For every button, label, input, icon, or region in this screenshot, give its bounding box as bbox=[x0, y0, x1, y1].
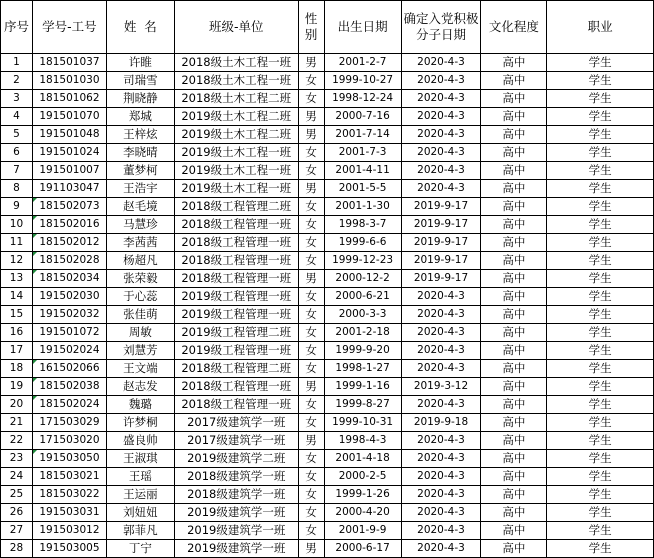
table-row bbox=[1, 342, 654, 360]
cell-birth-date: 1998-12-24 bbox=[324, 90, 401, 108]
cell-name: 于心蕊 bbox=[106, 288, 174, 306]
cell-name: 王文端 bbox=[106, 360, 174, 378]
cell-birth-date: 2001-2-18 bbox=[324, 324, 401, 342]
cell-birth-date: 2000-4-20 bbox=[324, 504, 401, 522]
table-row bbox=[1, 306, 654, 324]
cell-education: 高中 bbox=[481, 342, 547, 360]
cell-student-id: 181502073 bbox=[32, 198, 106, 216]
cell-activist-date: 2020-4-3 bbox=[401, 144, 481, 162]
cell-activist-date: 2020-4-3 bbox=[401, 288, 481, 306]
cell-index: 18 bbox=[1, 360, 33, 378]
cell-gender: 女 bbox=[298, 414, 324, 432]
table-row bbox=[1, 198, 654, 216]
table-row bbox=[1, 234, 654, 252]
cell-education: 高中 bbox=[481, 288, 547, 306]
cell-class: 2018级工程管理一班 bbox=[174, 216, 298, 234]
cell-birth-date: 2001-5-5 bbox=[324, 180, 401, 198]
cell-index: 23 bbox=[1, 450, 33, 468]
cell-index: 20 bbox=[1, 396, 33, 414]
cell-name: 王淑琪 bbox=[106, 450, 174, 468]
cell-education: 高中 bbox=[481, 360, 547, 378]
cell-birth-date: 2001-7-14 bbox=[324, 126, 401, 144]
table-row bbox=[1, 270, 654, 288]
header-student-id: 学号-工号 bbox=[32, 1, 106, 54]
cell-name: 郭菲凡 bbox=[106, 522, 174, 540]
cell-name: 董梦柯 bbox=[106, 162, 174, 180]
cell-occupation: 学生 bbox=[547, 72, 654, 90]
cell-birth-date: 1998-4-3 bbox=[324, 432, 401, 450]
cell-occupation: 学生 bbox=[547, 270, 654, 288]
cell-occupation: 学生 bbox=[547, 162, 654, 180]
cell-student-id: 171503029 bbox=[32, 414, 106, 432]
cell-name: 王运丽 bbox=[106, 486, 174, 504]
cell-class: 2019级土木工程二班 bbox=[174, 108, 298, 126]
cell-class: 2018级工程管理一班 bbox=[174, 234, 298, 252]
cell-gender: 男 bbox=[298, 432, 324, 450]
cell-education: 高中 bbox=[481, 108, 547, 126]
cell-class: 2019级工程管理一班 bbox=[174, 342, 298, 360]
cell-education: 高中 bbox=[481, 324, 547, 342]
cell-activist-date: 2020-4-3 bbox=[401, 90, 481, 108]
cell-student-id: 181503022 bbox=[32, 486, 106, 504]
cell-class: 2018级土木工程一班 bbox=[174, 54, 298, 72]
cell-class: 2019级建筑学二班 bbox=[174, 450, 298, 468]
header-name: 姓 名 bbox=[106, 1, 174, 54]
cell-name: 张佳萌 bbox=[106, 306, 174, 324]
cell-student-id: 191503012 bbox=[32, 522, 106, 540]
cell-gender: 女 bbox=[298, 360, 324, 378]
cell-student-id: 191501048 bbox=[32, 126, 106, 144]
cell-birth-date: 1999-10-31 bbox=[324, 414, 401, 432]
cell-activist-date: 2020-4-3 bbox=[401, 468, 481, 486]
cell-occupation: 学生 bbox=[547, 414, 654, 432]
table-row bbox=[1, 252, 654, 270]
cell-education: 高中 bbox=[481, 450, 547, 468]
table-row bbox=[1, 108, 654, 126]
table-row bbox=[1, 90, 654, 108]
table-row bbox=[1, 486, 654, 504]
cell-activist-date: 2020-4-3 bbox=[401, 360, 481, 378]
table-row bbox=[1, 504, 654, 522]
cell-occupation: 学生 bbox=[547, 234, 654, 252]
cell-education: 高中 bbox=[481, 216, 547, 234]
cell-gender: 女 bbox=[298, 216, 324, 234]
cell-name: 杨超凡 bbox=[106, 252, 174, 270]
cell-activist-date: 2020-4-3 bbox=[401, 450, 481, 468]
cell-index: 22 bbox=[1, 432, 33, 450]
cell-birth-date: 1999-1-26 bbox=[324, 486, 401, 504]
table-row bbox=[1, 126, 654, 144]
cell-index: 7 bbox=[1, 162, 33, 180]
cell-gender: 男 bbox=[298, 378, 324, 396]
cell-student-id: 191103047 bbox=[32, 180, 106, 198]
cell-student-id: 191501024 bbox=[32, 144, 106, 162]
cell-class: 2017级建筑学一班 bbox=[174, 414, 298, 432]
cell-index: 28 bbox=[1, 540, 33, 558]
cell-name: 王浩宇 bbox=[106, 180, 174, 198]
cell-education: 高中 bbox=[481, 198, 547, 216]
cell-birth-date: 2001-1-30 bbox=[324, 198, 401, 216]
cell-index: 17 bbox=[1, 342, 33, 360]
cell-occupation: 学生 bbox=[547, 198, 654, 216]
cell-activist-date: 2020-4-3 bbox=[401, 162, 481, 180]
cell-index: 1 bbox=[1, 54, 33, 72]
cell-name: 赵毛境 bbox=[106, 198, 174, 216]
cell-student-id: 171503020 bbox=[32, 432, 106, 450]
cell-class: 2018级土木工程一班 bbox=[174, 72, 298, 90]
cell-occupation: 学生 bbox=[547, 90, 654, 108]
cell-education: 高中 bbox=[481, 270, 547, 288]
cell-index: 10 bbox=[1, 216, 33, 234]
table-row bbox=[1, 288, 654, 306]
cell-name: 周敏 bbox=[106, 324, 174, 342]
cell-activist-date: 2020-4-3 bbox=[401, 504, 481, 522]
cell-occupation: 学生 bbox=[547, 288, 654, 306]
cell-name: 盛良帅 bbox=[106, 432, 174, 450]
table-row bbox=[1, 216, 654, 234]
cell-student-id: 181502028 bbox=[32, 252, 106, 270]
cell-activist-date: 2019-9-18 bbox=[401, 414, 481, 432]
cell-education: 高中 bbox=[481, 144, 547, 162]
table-row bbox=[1, 522, 654, 540]
header-index: 序号 bbox=[1, 1, 33, 54]
cell-education: 高中 bbox=[481, 54, 547, 72]
cell-education: 高中 bbox=[481, 486, 547, 504]
cell-class: 2018级工程管理二班 bbox=[174, 198, 298, 216]
table-row bbox=[1, 450, 654, 468]
cell-class: 2018级工程管理一班 bbox=[174, 378, 298, 396]
cell-occupation: 学生 bbox=[547, 468, 654, 486]
table-row bbox=[1, 378, 654, 396]
header-occupation: 职业 bbox=[547, 1, 654, 54]
cell-index: 25 bbox=[1, 486, 33, 504]
cell-gender: 男 bbox=[298, 270, 324, 288]
cell-index: 14 bbox=[1, 288, 33, 306]
cell-activist-date: 2020-4-3 bbox=[401, 396, 481, 414]
cell-education: 高中 bbox=[481, 504, 547, 522]
cell-student-id: 181503021 bbox=[32, 468, 106, 486]
cell-index: 11 bbox=[1, 234, 33, 252]
cell-occupation: 学生 bbox=[547, 450, 654, 468]
cell-birth-date: 2001-4-11 bbox=[324, 162, 401, 180]
cell-name: 许梦桐 bbox=[106, 414, 174, 432]
cell-name: 李茜茜 bbox=[106, 234, 174, 252]
cell-gender: 女 bbox=[298, 486, 324, 504]
cell-occupation: 学生 bbox=[547, 504, 654, 522]
cell-index: 27 bbox=[1, 522, 33, 540]
cell-student-id: 191503031 bbox=[32, 504, 106, 522]
cell-class: 2018级工程管理一班 bbox=[174, 270, 298, 288]
cell-education: 高中 bbox=[481, 540, 547, 558]
cell-birth-date: 2000-2-5 bbox=[324, 468, 401, 486]
table-row bbox=[1, 414, 654, 432]
header-birth-date: 出生日期 bbox=[324, 1, 401, 54]
cell-name: 赵志发 bbox=[106, 378, 174, 396]
cell-student-id: 181501037 bbox=[32, 54, 106, 72]
header-row bbox=[1, 1, 654, 54]
cell-name: 王瑶 bbox=[106, 468, 174, 486]
cell-activist-date: 2020-4-3 bbox=[401, 342, 481, 360]
cell-gender: 女 bbox=[298, 162, 324, 180]
cell-index: 8 bbox=[1, 180, 33, 198]
cell-activist-date: 2020-4-3 bbox=[401, 126, 481, 144]
cell-occupation: 学生 bbox=[547, 306, 654, 324]
cell-class: 2019级建筑学一班 bbox=[174, 522, 298, 540]
cell-student-id: 191502030 bbox=[32, 288, 106, 306]
cell-birth-date: 2001-9-9 bbox=[324, 522, 401, 540]
cell-education: 高中 bbox=[481, 234, 547, 252]
cell-class: 2018级建筑学一班 bbox=[174, 468, 298, 486]
cell-birth-date: 2000-12-2 bbox=[324, 270, 401, 288]
cell-education: 高中 bbox=[481, 180, 547, 198]
cell-education: 高中 bbox=[481, 522, 547, 540]
cell-activist-date: 2019-9-17 bbox=[401, 198, 481, 216]
cell-occupation: 学生 bbox=[547, 108, 654, 126]
cell-activist-date: 2020-4-3 bbox=[401, 306, 481, 324]
table-row bbox=[1, 54, 654, 72]
cell-class: 2018级工程管理一班 bbox=[174, 396, 298, 414]
cell-activist-date: 2019-3-12 bbox=[401, 378, 481, 396]
cell-birth-date: 2001-4-18 bbox=[324, 450, 401, 468]
table-row bbox=[1, 324, 654, 342]
cell-gender: 女 bbox=[298, 198, 324, 216]
cell-gender: 女 bbox=[298, 90, 324, 108]
cell-student-id: 161502066 bbox=[32, 360, 106, 378]
cell-name: 司瑞雪 bbox=[106, 72, 174, 90]
cell-gender: 女 bbox=[298, 252, 324, 270]
cell-birth-date: 1999-10-27 bbox=[324, 72, 401, 90]
cell-birth-date: 1999-9-20 bbox=[324, 342, 401, 360]
cell-index: 4 bbox=[1, 108, 33, 126]
cell-gender: 女 bbox=[298, 522, 324, 540]
cell-index: 13 bbox=[1, 270, 33, 288]
header-gender: 性别 bbox=[298, 1, 324, 54]
cell-birth-date: 1999-6-6 bbox=[324, 234, 401, 252]
table-row bbox=[1, 432, 654, 450]
cell-gender: 女 bbox=[298, 468, 324, 486]
cell-index: 12 bbox=[1, 252, 33, 270]
cell-gender: 男 bbox=[298, 180, 324, 198]
table-row bbox=[1, 360, 654, 378]
cell-birth-date: 2001-7-3 bbox=[324, 144, 401, 162]
cell-student-id: 181501030 bbox=[32, 72, 106, 90]
cell-student-id: 191501007 bbox=[32, 162, 106, 180]
cell-education: 高中 bbox=[481, 414, 547, 432]
cell-occupation: 学生 bbox=[547, 126, 654, 144]
cell-occupation: 学生 bbox=[547, 540, 654, 558]
cell-occupation: 学生 bbox=[547, 324, 654, 342]
cell-birth-date: 1999-12-23 bbox=[324, 252, 401, 270]
table-row bbox=[1, 180, 654, 198]
cell-birth-date: 1998-3-7 bbox=[324, 216, 401, 234]
cell-education: 高中 bbox=[481, 126, 547, 144]
table-row bbox=[1, 162, 654, 180]
cell-birth-date: 2000-7-16 bbox=[324, 108, 401, 126]
table-row bbox=[1, 540, 654, 558]
cell-occupation: 学生 bbox=[547, 486, 654, 504]
cell-name: 刘妞妞 bbox=[106, 504, 174, 522]
cell-education: 高中 bbox=[481, 72, 547, 90]
table-row bbox=[1, 468, 654, 486]
cell-student-id: 191503005 bbox=[32, 540, 106, 558]
cell-index: 16 bbox=[1, 324, 33, 342]
cell-education: 高中 bbox=[481, 468, 547, 486]
cell-activist-date: 2020-4-3 bbox=[401, 54, 481, 72]
table-row bbox=[1, 72, 654, 90]
cell-education: 高中 bbox=[481, 432, 547, 450]
cell-index: 15 bbox=[1, 306, 33, 324]
cell-gender: 女 bbox=[298, 72, 324, 90]
cell-occupation: 学生 bbox=[547, 342, 654, 360]
cell-education: 高中 bbox=[481, 306, 547, 324]
cell-index: 2 bbox=[1, 72, 33, 90]
cell-activist-date: 2020-4-3 bbox=[401, 522, 481, 540]
cell-student-id: 191503050 bbox=[32, 450, 106, 468]
cell-index: 6 bbox=[1, 144, 33, 162]
cell-education: 高中 bbox=[481, 396, 547, 414]
header-education: 文化程度 bbox=[481, 1, 547, 54]
cell-education: 高中 bbox=[481, 162, 547, 180]
cell-activist-date: 2020-4-3 bbox=[401, 72, 481, 90]
cell-student-id: 191502032 bbox=[32, 306, 106, 324]
cell-student-id: 181502012 bbox=[32, 234, 106, 252]
cell-gender: 女 bbox=[298, 504, 324, 522]
cell-occupation: 学生 bbox=[547, 522, 654, 540]
cell-name: 马慧珍 bbox=[106, 216, 174, 234]
cell-student-id: 181501062 bbox=[32, 90, 106, 108]
cell-student-id: 191501070 bbox=[32, 108, 106, 126]
cell-class: 2017级建筑学一班 bbox=[174, 432, 298, 450]
cell-gender: 女 bbox=[298, 234, 324, 252]
cell-index: 9 bbox=[1, 198, 33, 216]
cell-class: 2019级工程管理一班 bbox=[174, 306, 298, 324]
cell-birth-date: 2000-3-3 bbox=[324, 306, 401, 324]
cell-class: 2019级土木工程一班 bbox=[174, 144, 298, 162]
cell-student-id: 181502034 bbox=[32, 270, 106, 288]
cell-class: 2019级土木工程一班 bbox=[174, 180, 298, 198]
header-activist-date: 确定入党积极分子日期 bbox=[401, 1, 481, 54]
cell-gender: 女 bbox=[298, 306, 324, 324]
cell-student-id: 181502038 bbox=[32, 378, 106, 396]
cell-education: 高中 bbox=[481, 90, 547, 108]
cell-name: 魏璐 bbox=[106, 396, 174, 414]
header-class: 班级-单位 bbox=[174, 1, 298, 54]
cell-index: 5 bbox=[1, 126, 33, 144]
cell-class: 2019级建筑学一班 bbox=[174, 540, 298, 558]
cell-activist-date: 2020-4-3 bbox=[401, 180, 481, 198]
cell-gender: 男 bbox=[298, 54, 324, 72]
cell-occupation: 学生 bbox=[547, 396, 654, 414]
cell-birth-date: 1998-1-27 bbox=[324, 360, 401, 378]
cell-activist-date: 2019-9-17 bbox=[401, 234, 481, 252]
cell-birth-date: 1999-1-16 bbox=[324, 378, 401, 396]
cell-education: 高中 bbox=[481, 252, 547, 270]
cell-name: 李晓晴 bbox=[106, 144, 174, 162]
cell-class: 2019级建筑学一班 bbox=[174, 504, 298, 522]
cell-name: 丁宁 bbox=[106, 540, 174, 558]
cell-birth-date: 2000-6-17 bbox=[324, 540, 401, 558]
cell-student-id: 181502024 bbox=[32, 396, 106, 414]
table-row bbox=[1, 396, 654, 414]
cell-gender: 女 bbox=[298, 288, 324, 306]
cell-class: 2019级土木工程二班 bbox=[174, 126, 298, 144]
cell-activist-date: 2020-4-3 bbox=[401, 540, 481, 558]
cell-birth-date: 1999-8-27 bbox=[324, 396, 401, 414]
cell-birth-date: 2001-2-7 bbox=[324, 54, 401, 72]
cell-occupation: 学生 bbox=[547, 144, 654, 162]
cell-activist-date: 2020-4-3 bbox=[401, 432, 481, 450]
cell-name: 张荣毅 bbox=[106, 270, 174, 288]
cell-gender: 男 bbox=[298, 540, 324, 558]
cell-student-id: 181502016 bbox=[32, 216, 106, 234]
cell-name: 王梓炫 bbox=[106, 126, 174, 144]
cell-occupation: 学生 bbox=[547, 378, 654, 396]
cell-student-id: 191501072 bbox=[32, 324, 106, 342]
cell-occupation: 学生 bbox=[547, 360, 654, 378]
cell-name: 荆晓静 bbox=[106, 90, 174, 108]
cell-occupation: 学生 bbox=[547, 180, 654, 198]
cell-birth-date: 2000-6-21 bbox=[324, 288, 401, 306]
cell-class: 2018级土木工程二班 bbox=[174, 90, 298, 108]
cell-gender: 女 bbox=[298, 450, 324, 468]
cell-gender: 女 bbox=[298, 396, 324, 414]
cell-index: 19 bbox=[1, 378, 33, 396]
cell-index: 21 bbox=[1, 414, 33, 432]
cell-student-id: 191502024 bbox=[32, 342, 106, 360]
cell-class: 2019级工程管理二班 bbox=[174, 324, 298, 342]
cell-occupation: 学生 bbox=[547, 216, 654, 234]
cell-class: 2018级建筑学一班 bbox=[174, 486, 298, 504]
cell-name: 郑城 bbox=[106, 108, 174, 126]
cell-activist-date: 2020-4-3 bbox=[401, 108, 481, 126]
cell-class: 2019级土木工程一班 bbox=[174, 162, 298, 180]
cell-index: 3 bbox=[1, 90, 33, 108]
table-row bbox=[1, 144, 654, 162]
cell-activist-date: 2019-9-17 bbox=[401, 216, 481, 234]
cell-class: 2019级工程管理一班 bbox=[174, 288, 298, 306]
cell-index: 24 bbox=[1, 468, 33, 486]
cell-name: 许睢 bbox=[106, 54, 174, 72]
cell-activist-date: 2020-4-3 bbox=[401, 486, 481, 504]
cell-activist-date: 2019-9-17 bbox=[401, 270, 481, 288]
cell-activist-date: 2020-4-3 bbox=[401, 324, 481, 342]
cell-activist-date: 2019-9-17 bbox=[401, 252, 481, 270]
cell-class: 2018级工程管理二班 bbox=[174, 360, 298, 378]
cell-name: 刘慧芳 bbox=[106, 342, 174, 360]
cell-gender: 女 bbox=[298, 342, 324, 360]
cell-occupation: 学生 bbox=[547, 54, 654, 72]
cell-education: 高中 bbox=[481, 378, 547, 396]
cell-gender: 男 bbox=[298, 108, 324, 126]
cell-occupation: 学生 bbox=[547, 252, 654, 270]
cell-gender: 女 bbox=[298, 144, 324, 162]
cell-gender: 男 bbox=[298, 126, 324, 144]
cell-occupation: 学生 bbox=[547, 432, 654, 450]
cell-gender: 女 bbox=[298, 324, 324, 342]
cell-class: 2018级工程管理一班 bbox=[174, 252, 298, 270]
cell-index: 26 bbox=[1, 504, 33, 522]
